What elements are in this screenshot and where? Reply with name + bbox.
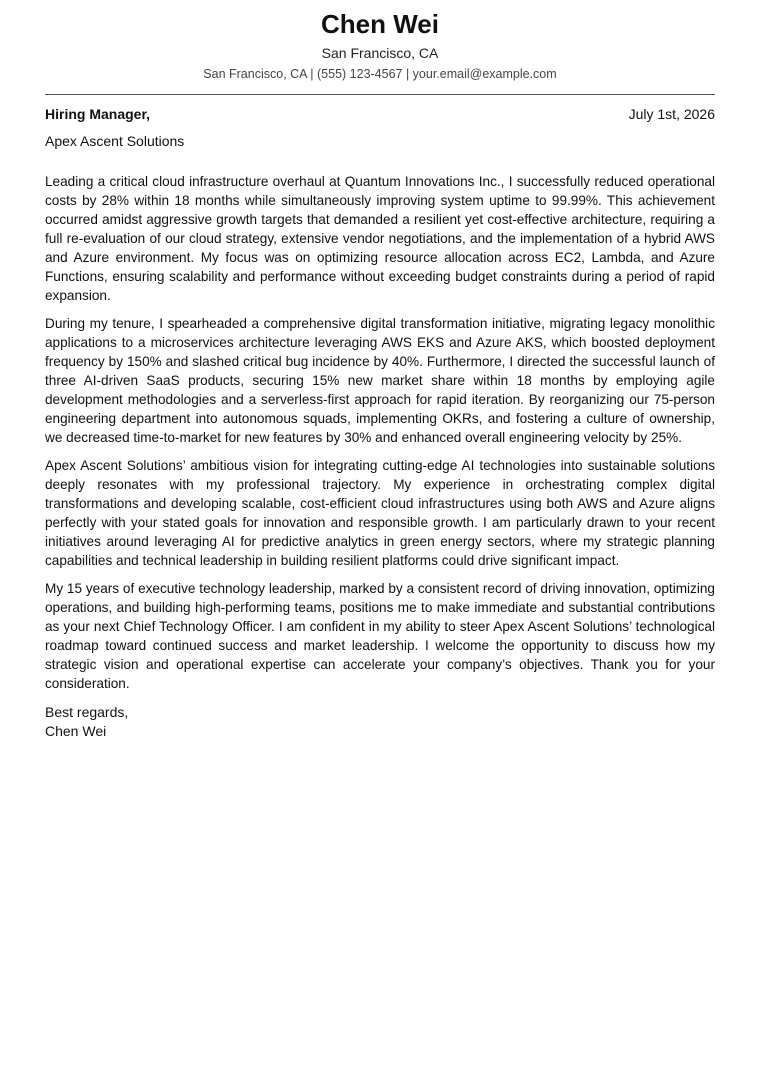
- letter-closing-block: [45, 703, 715, 741]
- sender-name: Chen Wei: [321, 9, 439, 39]
- sender-contact-line: San Francisco, CA | (555) 123-4567 | your.email@example.com: [203, 67, 557, 81]
- recipient-company: Apex Ascent Solutions: [45, 133, 185, 149]
- body-paragraph: Apex Ascent Solutions’ ambitious vision for integrating cutting-edge AI technologies into sustainable solutions deeply resonates with my professional trajectory. My experience in orchestrating complex digital transformations and developing scalable, cost-efficient cloud infrastructures using both AWS and Azure aligns perfectly with your stated goals for innovation and responsible growth. I am particularly drawn to your recent initiatives around leveraging AI for predictive analytics in green energy sectors, where my strategic planning capabilities and technical leadership in building resilient platforms could drive significant impact.: [45, 458, 715, 568]
- recipient-salutation: Hiring Manager,: [45, 106, 151, 122]
- header-divider: [45, 94, 715, 95]
- letter-date: July 1st, 2026: [628, 106, 715, 122]
- letter-header: [45, 0, 715, 82]
- body-paragraph: My 15 years of executive technology leadership, marked by a consistent record of driving innovation, optimizing operations, and building high-performing teams, positions me to make immediate and substantial contributions as your next Chief Technology Officer. I am confident in my ability to steer Apex Ascent Solutions’ technological roadmap toward continued success and market leadership. I welcome the opportunity to discuss how my strategic vision and operational expertise can accelerate your company’s objectives. Thank you for your consideration.: [45, 581, 715, 691]
- sender-location: San Francisco, CA: [321, 45, 439, 61]
- body-paragraph: During my tenure, I spearheaded a comprehensive digital transformation initiative, migrating legacy monolithic applications to a microservices architecture leveraging AWS EKS and Azure AKS, which boosted deployment frequency by 150% and slashed critical bug incidence by 40%. Furthermore, I directed the successful launch of three AI-driven SaaS products, securing 15% new market share within 18 months by employing agile development methodologies and a serverless-first approach for rapid iteration. By reorganizing our 75-person engineering department into autonomous squads, implementing OKRs, and fostering a culture of ownership, we decreased time-to-market for new features by 30% and enhanced overall engineering velocity by 25%.: [45, 316, 715, 445]
- recipient-date-row: [45, 105, 715, 123]
- closing-phrase: Best regards,: [45, 704, 129, 720]
- body-paragraph: Leading a critical cloud infrastructure overhaul at Quantum Innovations Inc., I successfully reduced operational costs by 28% within 18 months while simultaneously improving system uptime to 99.99%. This achievement occurred amidst aggressive growth targets that demanded a resilient yet cost-effective architecture, requiring a full re-evaluation of our cloud strategy, extensive vendor negotiations, and the implementation of a hybrid AWS and Azure environment. My focus was on optimizing resource allocation across EC2, Lambda, and Azure Functions, ensuring scalability and performance without exceeding budget constraints during a period of rapid expansion.: [45, 174, 715, 303]
- signature-name: Chen Wei: [45, 723, 107, 739]
- letter-body: [45, 172, 715, 693]
